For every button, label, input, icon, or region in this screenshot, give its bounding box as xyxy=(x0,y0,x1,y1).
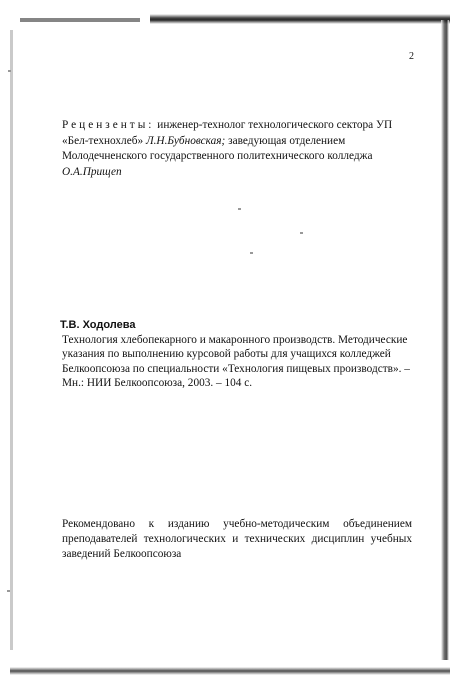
bibliographic-description: Технология хлебопекарного и макаронного производств. Методические указания по выполнению курсовой работы для учащихся колледжей Белкоопсоюза по специальности «Технология пищевых производств». – Мн.: НИИ Белкоопсоюза, 2003. – 104 с. xyxy=(62,333,410,389)
scan-speck xyxy=(7,590,10,592)
scan-edge-bottom xyxy=(10,667,450,675)
scan-edge-right xyxy=(441,20,449,660)
reviewer-name-1: Л.Н.Бубновская; xyxy=(145,134,226,147)
scan-speck xyxy=(250,252,253,254)
scan-edge-left xyxy=(10,30,13,650)
reviewers-paragraph xyxy=(62,118,417,180)
scan-edge-top-left xyxy=(20,18,140,22)
scan-edge-top xyxy=(150,14,450,24)
scan-speck xyxy=(300,232,303,234)
scan-speck xyxy=(8,70,11,72)
reviewer-name-2: О.А.Прищеп xyxy=(62,165,122,178)
scan-speck xyxy=(238,208,241,210)
recommendation-paragraph: Рекомендовано к изданию учебно-методическим объединением преподавателей технологических и технических дисциплин учебных заведений Белкоопсоюза xyxy=(62,518,412,560)
page-number: 2 xyxy=(409,51,414,62)
reviewers-label: Рецензенты: xyxy=(62,119,155,131)
bibliographic-entry xyxy=(62,318,412,391)
reviewers-text-2: заведующая отделением Молодечненского государственного политехнического колледжа xyxy=(62,134,373,162)
reviewers-text-1: инженер-технолог технологического сектора УП «Бел-технохлеб» xyxy=(62,119,393,147)
author-name: Т.В. Ходолева xyxy=(60,319,136,331)
